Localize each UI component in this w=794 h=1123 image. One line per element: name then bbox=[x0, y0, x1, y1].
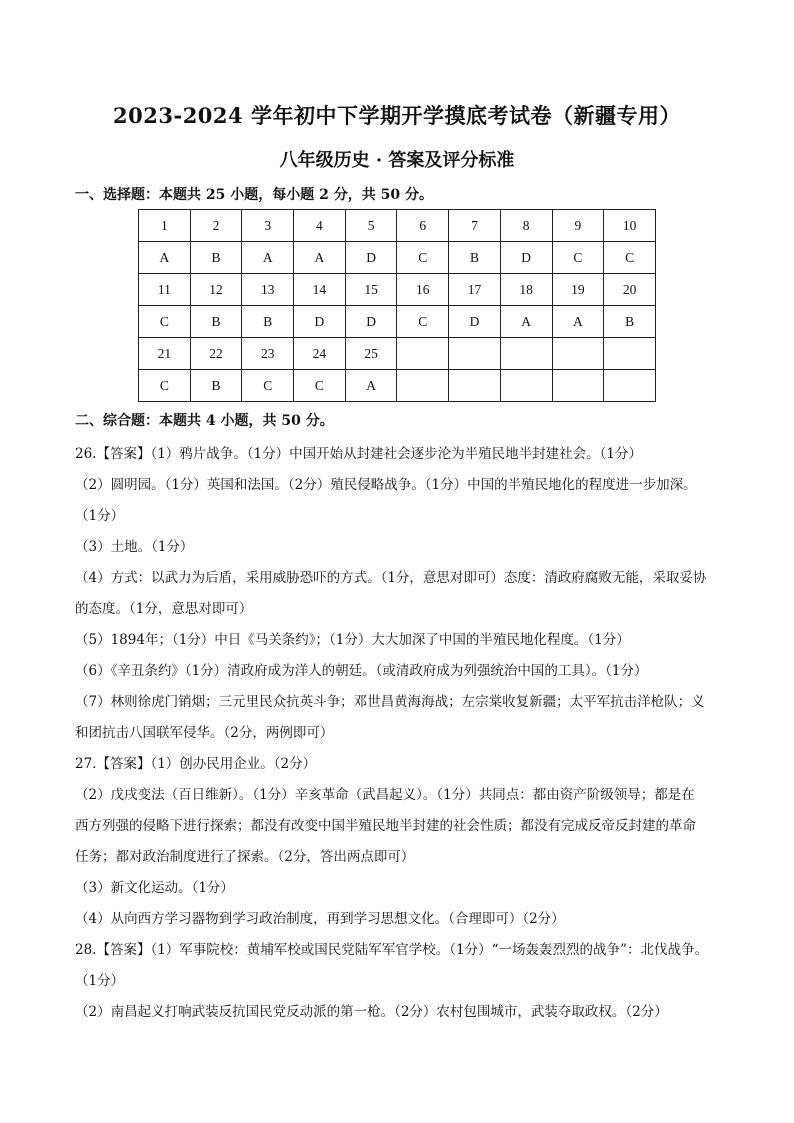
table-cell: 15 bbox=[345, 274, 397, 306]
table-row bbox=[139, 306, 656, 338]
answer-line: 27.【答案】（1）创办民用企业。（2分） bbox=[75, 756, 317, 772]
answer-table bbox=[138, 209, 656, 402]
answer-lines bbox=[75, 439, 735, 1028]
table-cell bbox=[397, 370, 449, 402]
table-cell: D bbox=[345, 306, 397, 338]
table-cell: 8 bbox=[500, 210, 552, 242]
page-subtitle: 八年级历史 · 答案及评分标准 bbox=[279, 150, 515, 171]
table-cell: 12 bbox=[190, 274, 242, 306]
table-cell: 3 bbox=[242, 210, 294, 242]
table-cell: 9 bbox=[552, 210, 604, 242]
table-row bbox=[139, 210, 656, 242]
answer-line: （2）戊戌变法（百日维新）。（1分）辛亥革命（武昌起义）。（1分）共同点：都由资产阶级领导；都是在 bbox=[75, 787, 695, 803]
table-cell bbox=[552, 370, 604, 402]
table-cell: A bbox=[552, 306, 604, 338]
table-cell: B bbox=[190, 370, 242, 402]
table-cell: 23 bbox=[242, 338, 294, 370]
table-cell: 16 bbox=[397, 274, 449, 306]
table-cell: B bbox=[242, 306, 294, 338]
table-cell: A bbox=[294, 242, 346, 274]
answer-line: （4）从向西方学习器物到学习政治制度，再到学习思想文化。（合理即可）（2分） bbox=[75, 911, 565, 927]
answer-line: 28.【答案】（1）军事院校：黄埔军校或国民党陆军军官学校。（1分）“一场轰轰烈烈的战争”：北伐战争。 bbox=[75, 942, 708, 958]
table-cell: 25 bbox=[345, 338, 397, 370]
table-cell: 4 bbox=[294, 210, 346, 242]
table-cell: C bbox=[397, 242, 449, 274]
answer-line: （2）圆明园。（1分）英国和法国。（2分）殖民侵略战争。（1分）中国的半殖民地化的程度进一步加深。 bbox=[75, 477, 697, 493]
answer-line: （7）林则徐虎门销烟；三元里民众抗英斗争；邓世昌黄海海战；左宗棠收复新疆；太平军抗击洋枪队；义 bbox=[75, 694, 705, 710]
table-cell bbox=[449, 370, 501, 402]
table-cell: C bbox=[294, 370, 346, 402]
table-cell bbox=[500, 338, 552, 370]
answer-line: 任务；都对政治制度进行了探索。（2分，答出两点即可） bbox=[75, 849, 415, 865]
answer-line: 26.【答案】（1）鸦片战争。（1分）中国开始从封建社会逐步沦为半殖民地半封建社会。（1分） bbox=[75, 446, 642, 462]
table-cell: 17 bbox=[449, 274, 501, 306]
table-cell: 6 bbox=[397, 210, 449, 242]
table-cell: 10 bbox=[604, 210, 656, 242]
table-cell: B bbox=[190, 306, 242, 338]
table-cell: 14 bbox=[294, 274, 346, 306]
table-cell: 20 bbox=[604, 274, 656, 306]
table-cell: D bbox=[449, 306, 501, 338]
table-cell: 5 bbox=[345, 210, 397, 242]
table-row bbox=[139, 242, 656, 274]
table-cell: 1 bbox=[139, 210, 191, 242]
table-cell: A bbox=[139, 242, 191, 274]
table-cell: A bbox=[242, 242, 294, 274]
table-cell: B bbox=[449, 242, 501, 274]
table-cell: B bbox=[604, 306, 656, 338]
table-cell: D bbox=[294, 306, 346, 338]
table-cell bbox=[604, 370, 656, 402]
answer-line: （1分） bbox=[75, 973, 125, 989]
answer-line: 的态度。（1分，意思对即可） bbox=[75, 601, 253, 617]
table-cell: B bbox=[190, 242, 242, 274]
table-cell: C bbox=[139, 370, 191, 402]
table-cell: 19 bbox=[552, 274, 604, 306]
table-cell: C bbox=[242, 370, 294, 402]
table-cell: C bbox=[604, 242, 656, 274]
table-row bbox=[139, 370, 656, 402]
table-row bbox=[139, 274, 656, 306]
section2-heading: 二、综合题：本题共 4 小题，共 50 分。 bbox=[75, 413, 334, 429]
table-cell: C bbox=[552, 242, 604, 274]
answer-line: （4）方式：以武力为后盾，采用威胁恐吓的方式。（1分，意思对即可）态度：清政府腐败无能，采取妥协 bbox=[75, 570, 707, 586]
table-cell: C bbox=[139, 306, 191, 338]
answer-line: （1分） bbox=[75, 508, 125, 524]
table-cell: 7 bbox=[449, 210, 501, 242]
table-cell bbox=[397, 338, 449, 370]
table-cell: 2 bbox=[190, 210, 242, 242]
page-title: 2023-2024 学年初中下学期开学摸底考试卷（新疆专用） bbox=[113, 103, 681, 128]
section1-heading: 一、选择题：本题共 25 小题，每小题 2 分，共 50 分。 bbox=[75, 187, 433, 203]
answer-line: （3）新文化运动。（1分） bbox=[75, 880, 234, 896]
table-cell: C bbox=[397, 306, 449, 338]
table-cell: D bbox=[500, 242, 552, 274]
table-cell: 22 bbox=[190, 338, 242, 370]
answer-line: （5）1894年；（1分）中日《马关条约》；（1分）大大加深了中国的半殖民地化程度。（1分） bbox=[75, 632, 630, 648]
answer-line: 和团抗击八国联军侵华。（2分，两例即可） bbox=[75, 725, 334, 741]
table-cell: A bbox=[345, 370, 397, 402]
answer-line: （6）《辛丑条约》（1分）清政府成为洋人的朝廷。（或清政府成为列强统治中国的工具）。（1分） bbox=[75, 663, 648, 679]
table-cell bbox=[604, 338, 656, 370]
table-cell bbox=[500, 370, 552, 402]
table-cell: A bbox=[500, 306, 552, 338]
table-cell: 24 bbox=[294, 338, 346, 370]
answer-line: 西方列强的侵略下进行探索；都没有改变中国半殖民地半封建的社会性质；都没有完成反帝反封建的革命 bbox=[75, 818, 696, 834]
table-cell: 11 bbox=[139, 274, 191, 306]
table-cell: 18 bbox=[500, 274, 552, 306]
table-cell bbox=[552, 338, 604, 370]
table-cell bbox=[449, 338, 501, 370]
table-cell: 21 bbox=[139, 338, 191, 370]
table-row bbox=[139, 338, 656, 370]
table-cell: D bbox=[345, 242, 397, 274]
table-cell: 13 bbox=[242, 274, 294, 306]
answer-line: （2）南昌起义打响武装反抗国民党反动派的第一枪。（2分）农村包围城市，武装夺取政权。（2分） bbox=[75, 1004, 668, 1020]
answer-line: （3）土地。（1分） bbox=[75, 539, 194, 555]
